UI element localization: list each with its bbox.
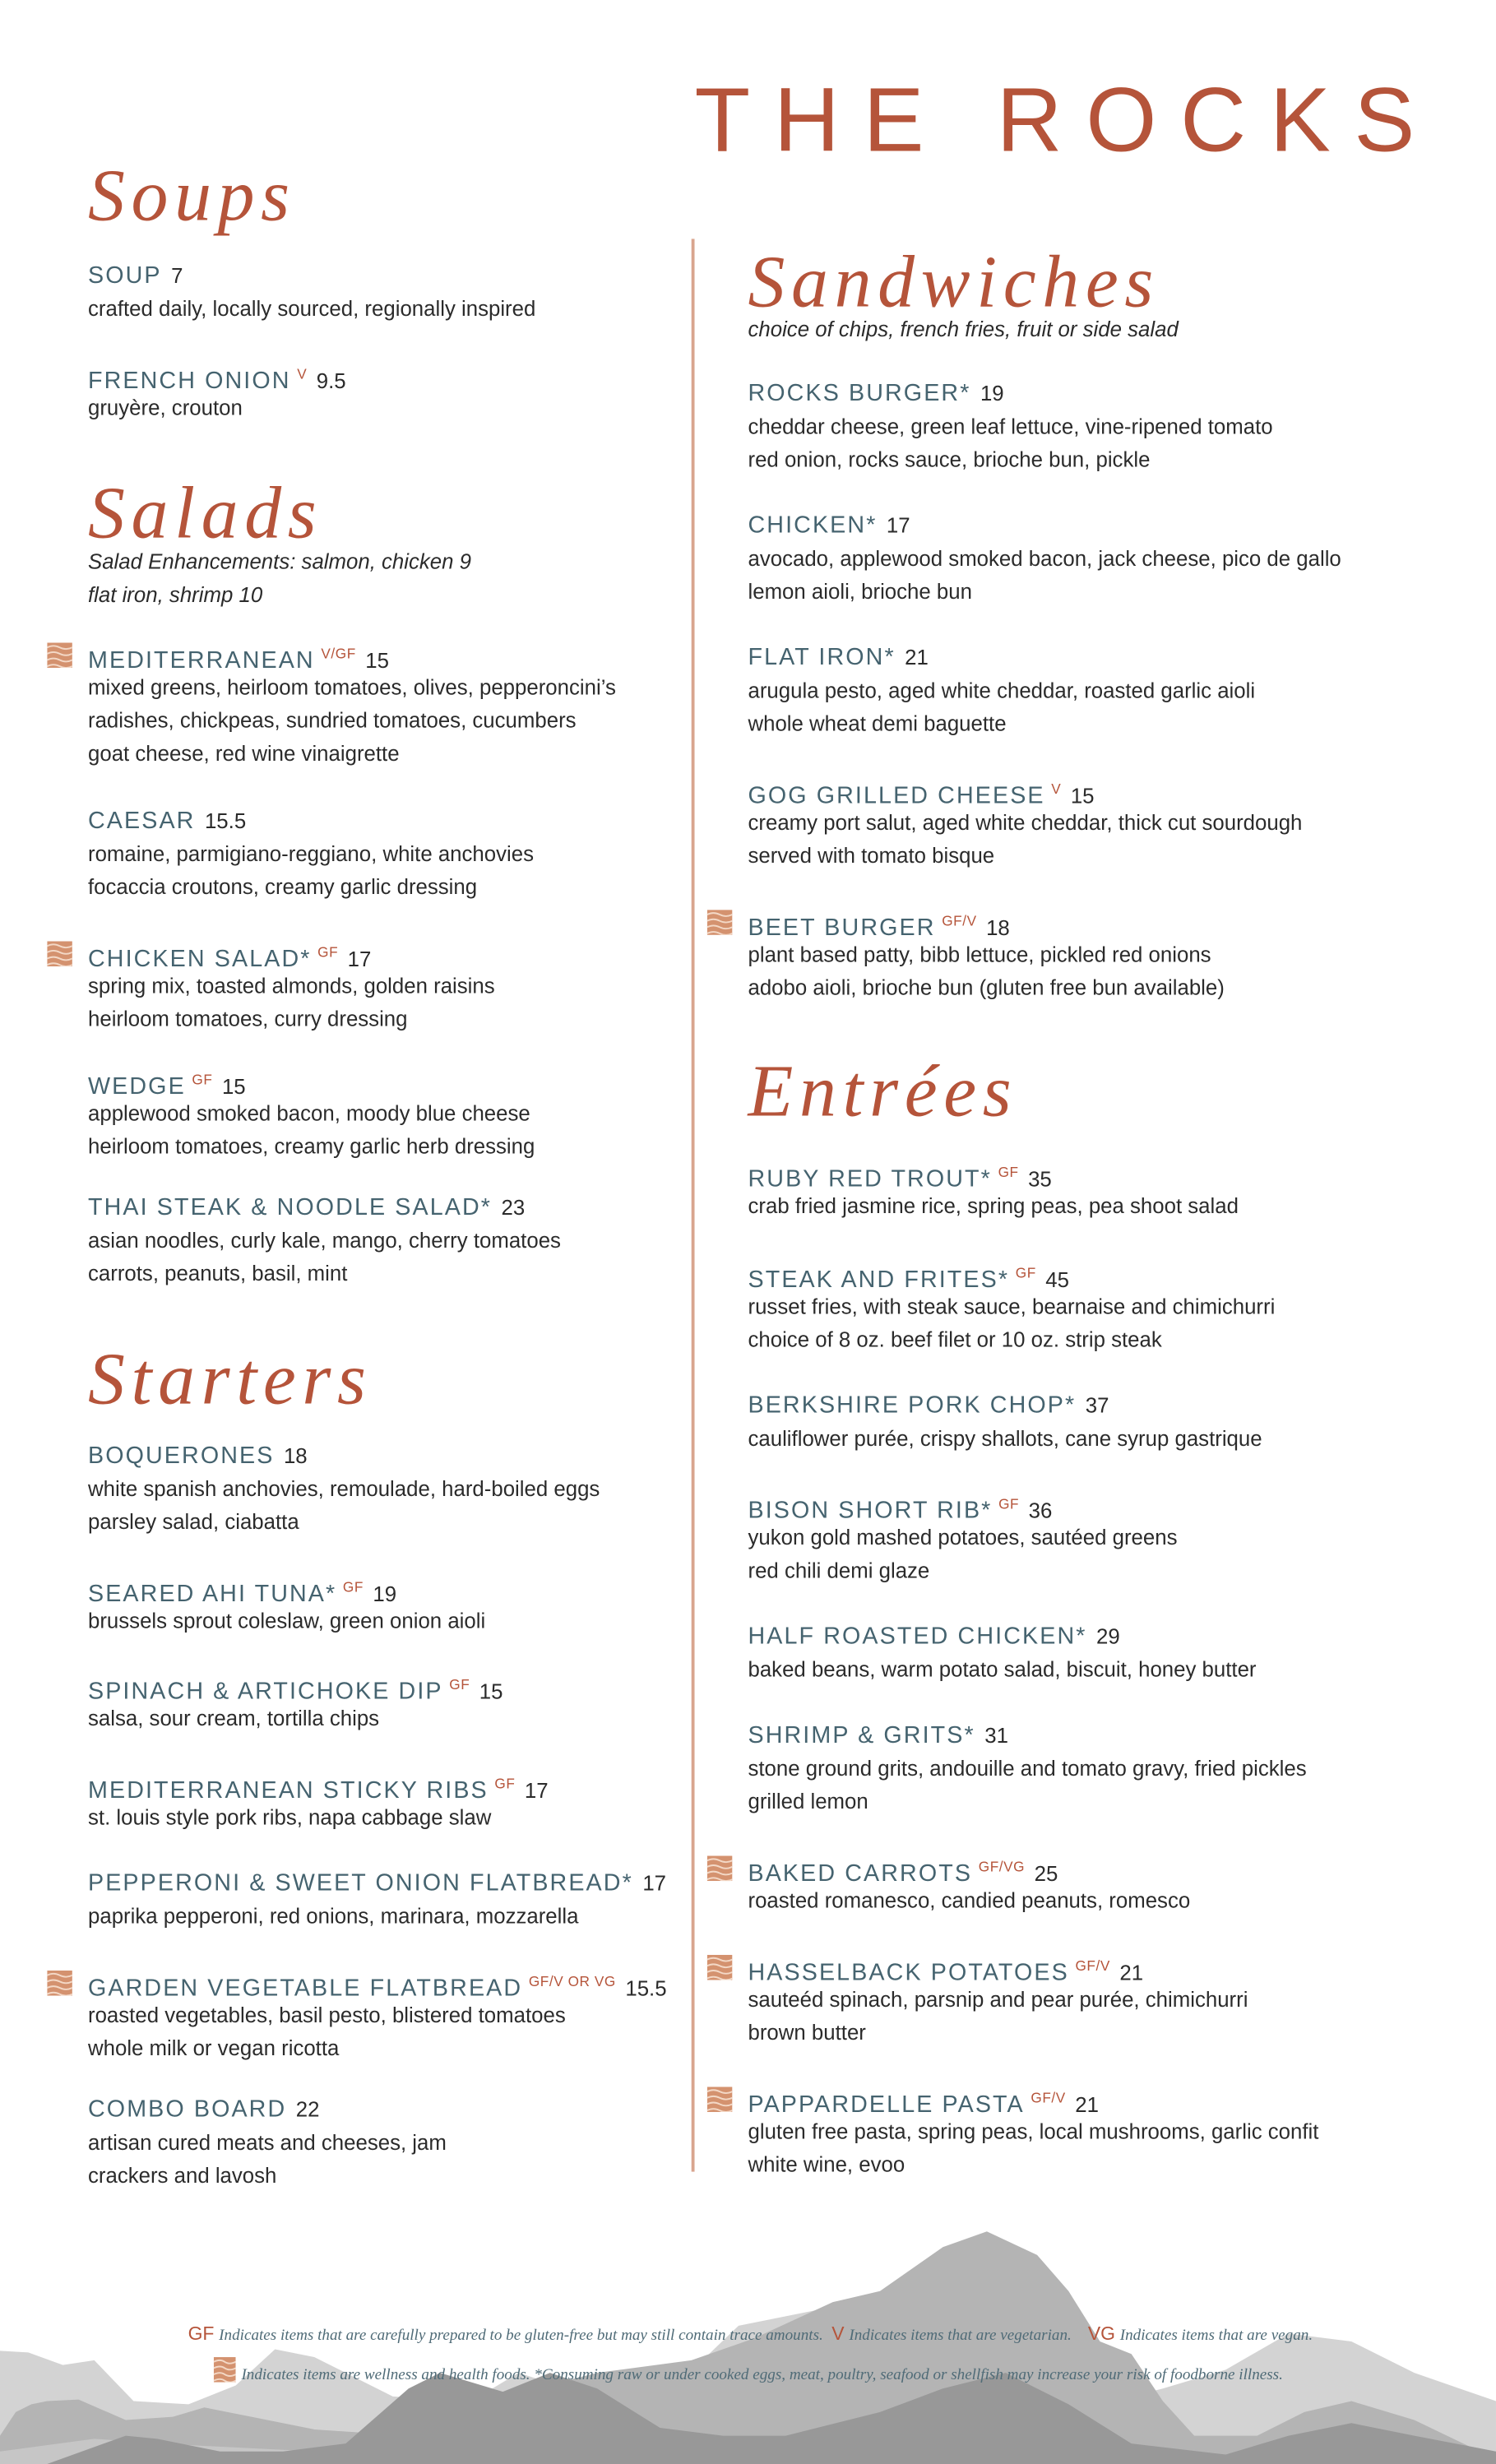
menu-item-description: st. louis style pork ribs, napa cabbage slaw: [87, 1805, 492, 1830]
menu-item-description: lemon aioli, brioche bun: [748, 580, 972, 604]
menu-item-description: whole wheat demi baguette: [748, 711, 1007, 736]
menu-item-price: 29: [1095, 1624, 1120, 1649]
menu-item-price: 18: [283, 1443, 308, 1468]
section-heading-starters: Starters: [87, 1338, 373, 1421]
menu-item-description: choice of 8 oz. beef filet or 10 oz. strip steak: [748, 1327, 1162, 1352]
menu-item: [748, 641, 1255, 740]
menu-item-name: PEPPERONI & SWEET ONION FLATBREAD*: [87, 1869, 633, 1897]
menu-item-price: 17: [886, 513, 910, 538]
menu-item-description: served with tomato bisque: [748, 844, 995, 868]
menu-item: [748, 1389, 1262, 1455]
menu-item-name: BISON SHORT RIB*: [748, 1497, 993, 1525]
menu-item: [88, 1669, 503, 1735]
menu-item-price: 15.5: [204, 809, 247, 833]
menu-item-description: spring mix, toasted almonds, golden raisins: [87, 974, 495, 998]
menu-item-header: [87, 1572, 485, 1608]
menu-item-header: [748, 509, 1341, 542]
menu-item: [88, 259, 535, 325]
menu-item-header: [87, 1768, 549, 1804]
menu-item-header: [88, 2093, 447, 2126]
menu-item-description: cheddar cheese, green leaf lettuce, vine-ripened tomato: [748, 415, 1273, 439]
dietary-tag: GF/V OR VG: [528, 1973, 616, 1989]
menu-item-description: heirloom tomatoes, creamy garlic herb dressing: [87, 1134, 535, 1159]
menu-item-name: FLAT IRON*: [748, 644, 896, 671]
menu-item-price: 15: [1070, 784, 1095, 808]
menu-item-name: BERKSHIRE PORK CHOP*: [748, 1392, 1077, 1420]
menu-item-description: salsa, sour cream, tortilla chips: [87, 1707, 380, 1730]
menu-item-header: [88, 804, 534, 837]
menu-item-price: 45: [1045, 1267, 1069, 1292]
menu-item-header: [748, 641, 1255, 674]
wellness-icon: [707, 2087, 733, 2112]
menu-item-price: 19: [980, 382, 1004, 405]
menu-item-description: brussels sprout coleslaw, green onion aioli: [87, 1609, 486, 1633]
dietary-tag: V: [1051, 780, 1062, 797]
menu-item-header: [88, 1439, 600, 1472]
section-heading-salads: Salads: [87, 473, 323, 555]
dietary-tag: GF: [317, 944, 339, 961]
menu-item-header: [748, 1257, 1275, 1294]
wellness-icon: [47, 642, 72, 668]
menu-item-name: ROCKS BURGER*: [748, 380, 971, 407]
v-legend-text: Indicates items that are vegetarian.: [849, 2327, 1072, 2345]
menu-item-name: FRENCH ONION: [87, 368, 291, 395]
menu-item-header: [748, 1719, 1306, 1752]
menu-item: [748, 1257, 1275, 1356]
menu-item-description: sauteéd spinach, parsnip and pear purée, chimichurri: [748, 1988, 1248, 2012]
dietary-tag: GF: [998, 1495, 1020, 1512]
menu-item-description: romaine, parmigiano-reggiano, white anchovies: [87, 842, 535, 866]
menu-item-name: SOUP: [87, 262, 162, 289]
menu-item: [88, 1439, 600, 1538]
menu-item-description: crab fried jasmine rice, spring peas, pea shoot salad: [748, 1194, 1239, 1218]
menu-item-name: CHICKEN SALAD*: [87, 946, 312, 973]
menu-item: [748, 1620, 1256, 1686]
dietary-tag: GF: [192, 1072, 213, 1088]
menu-item-description: red chili demi glaze: [748, 1559, 930, 1583]
menu-item-header: [748, 773, 1302, 810]
dietary-tag: GF: [998, 1164, 1019, 1180]
menu-item: [88, 1572, 485, 1637]
menu-item-header: [748, 377, 1272, 410]
dietary-tag: GF: [494, 1776, 516, 1792]
menu-item-name: MEDITERRANEAN STICKY RIBS: [87, 1777, 489, 1804]
menu-item-price: 9.5: [316, 369, 346, 393]
sandwiches-subtitle: choice of chips, french fries, fruit or side salad: [748, 317, 1179, 341]
menu-item: [88, 1191, 561, 1290]
footer-legend-line-1: [0, 2323, 1496, 2345]
dietary-tag: GF/VG: [978, 1859, 1026, 1875]
menu-item-price: 7: [171, 263, 183, 288]
menu-item-header: [88, 1191, 561, 1224]
menu-item-description: focaccia croutons, creamy garlic dressing: [87, 875, 478, 899]
menu-item-description: roasted vegetables, basil pesto, blistered tomatoes: [87, 2003, 566, 2027]
menu-item-name: BAKED CARROTS: [748, 1860, 973, 1887]
menu-item: [748, 1488, 1177, 1586]
menu-item-description: radishes, chickpeas, sundried tomatoes, cucumbers: [87, 708, 577, 733]
menu-item-header: [87, 1966, 667, 2003]
section-heading-entrees: Entrées: [748, 1051, 1018, 1133]
menu-item-header: [87, 1669, 503, 1706]
menu-item-name: GOG GRILLED CHEESE: [748, 782, 1045, 810]
menu-item-description: adobo aioli, brioche bun (gluten free bun available): [748, 975, 1225, 1000]
dietary-tag: GF/V: [1031, 2090, 1066, 2106]
menu-item-description: mixed greens, heirloom tomatoes, olives, pepperoncini’s: [87, 675, 616, 700]
menu-item-price: 15: [479, 1679, 503, 1704]
menu-item-name: SHRIMP & GRITS*: [748, 1722, 975, 1749]
menu-item-price: 17: [347, 947, 372, 971]
menu-item-price: 15: [365, 649, 389, 673]
menu-item-description: arugula pesto, aged white cheddar, roasted garlic aioli: [748, 679, 1256, 703]
menu-item-header: [748, 1620, 1256, 1653]
menu-item-name: MEDITERRANEAN: [87, 647, 315, 674]
dietary-tag: GF: [342, 1579, 364, 1596]
menu-item-description: russet fries, with steak sauce, bearnaise and chimichurri: [748, 1295, 1276, 1319]
v-key: V: [831, 2323, 845, 2345]
menu-item: [88, 359, 346, 424]
menu-item-description: plant based patty, bibb lettuce, pickled red onions: [748, 943, 1211, 967]
menu-item-price: 36: [1028, 1498, 1053, 1523]
menu-item-header: [87, 359, 346, 395]
menu-item: [88, 1768, 549, 1834]
menu-item-header: [88, 1867, 666, 1900]
column-divider: [692, 239, 694, 2171]
menu-item-name: HASSELBACK POTATOES: [748, 1959, 1069, 1987]
menu-item-description: carrots, peanuts, basil, mint: [87, 1262, 348, 1285]
menu-item-description: baked beans, warm potato salad, biscuit, honey butter: [748, 1657, 1257, 1682]
menu-item-description: applewood smoked bacon, moody blue cheese: [87, 1101, 530, 1126]
menu-item-name: BEET BURGER: [748, 915, 936, 942]
menu-item-name: CHICKEN*: [748, 512, 878, 540]
menu-item-price: 22: [295, 2097, 320, 2122]
menu-item-header: [87, 937, 495, 973]
menu-item-price: 21: [1075, 2093, 1099, 2117]
menu-item-price: 18: [986, 915, 1010, 940]
menu-item: [748, 1851, 1190, 1917]
menu-item-header: [87, 1064, 535, 1100]
menu-item-name: COMBO BOARD: [87, 2096, 287, 2124]
dietary-tag: GF: [1015, 1265, 1036, 1281]
menu-item-description: creamy port salut, aged white cheddar, thick cut sourdough: [748, 810, 1303, 835]
menu-item-description: white spanish anchovies, remoulade, hard-boiled eggs: [87, 1477, 600, 1501]
foodborne-warning: *Consuming raw or under cooked eggs, meat, poultry, seafood or shellfish may increase your risk of foodborne illness.: [534, 2366, 1283, 2384]
menu-item: [88, 638, 616, 770]
restaurant-title: THE ROCKS: [694, 69, 1439, 172]
menu-item-name: HALF ROASTED CHICKEN*: [748, 1623, 1087, 1651]
footer-legend-line-2: [0, 2357, 1496, 2383]
menu-item-description: red onion, rocks sauce, brioche bun, pickle: [748, 447, 1151, 472]
menu-item-description: gruyère, crouton: [87, 396, 243, 420]
salad-enhancements-line-1: Salad Enhancements: salmon, chicken 9: [87, 549, 472, 574]
section-heading-sandwiches: Sandwiches: [748, 242, 1160, 324]
dietary-tag: GF/V: [1075, 1957, 1110, 1974]
menu-item-name: SEARED AHI TUNA*: [87, 1581, 337, 1608]
menu-item-header: [748, 1488, 1177, 1525]
wellness-icon: [707, 1856, 733, 1882]
menu-item-name: RUBY RED TROUT*: [748, 1165, 992, 1193]
menu-item-header: [748, 1389, 1262, 1422]
menu-item-price: 15.5: [625, 1976, 667, 2001]
menu-item-description: white wine, evoo: [748, 2152, 905, 2177]
menu-item: [88, 1867, 666, 1933]
menu-item-description: grilled lemon: [748, 1790, 868, 1813]
vg-legend-text: Indicates items that are vegan.: [1119, 2327, 1313, 2345]
menu-item-description: heirloom tomatoes, curry dressing: [87, 1007, 408, 1031]
salad-enhancements-line-2: flat iron, shrimp 10: [87, 582, 263, 607]
menu-item-name: SPINACH & ARTICHOKE DIP: [87, 1678, 443, 1706]
menu-item: [748, 2082, 1318, 2181]
menu-item-price: 17: [524, 1778, 549, 1803]
menu-item-price: 35: [1028, 1167, 1052, 1192]
menu-item-header: [87, 638, 616, 674]
menu-item-header: [748, 1851, 1190, 1887]
wellness-icon: [47, 1971, 72, 1996]
menu-item-price: 21: [1119, 1961, 1144, 1985]
menu-item-description: paprika pepperoni, red onions, marinara, mozzarella: [87, 1904, 579, 1929]
menu-item-name: BOQUERONES: [87, 1443, 275, 1470]
menu-item-description: avocado, applewood smoked bacon, jack cheese, pico de gallo: [748, 546, 1341, 571]
section-heading-soups: Soups: [87, 155, 296, 238]
menu-item-description: cauliflower purée, crispy shallots, cane syrup gastrique: [748, 1426, 1262, 1451]
menu-item-price: 25: [1034, 1862, 1058, 1886]
wellness-icon: [707, 1955, 733, 1980]
menu-item-header: [88, 259, 535, 292]
menu-item-description: artisan cured meats and cheeses, jam: [87, 2130, 447, 2155]
menu-item-description: roasted romanesco, candied peanuts, romesco: [748, 1888, 1191, 1913]
menu-item-name: THAI STEAK & NOODLE SALAD*: [87, 1194, 493, 1221]
menu-item: [748, 905, 1224, 1004]
menu-item: [748, 773, 1302, 872]
wellness-icon: [707, 910, 733, 935]
dietary-tag: GF: [449, 1676, 470, 1693]
menu-item: [88, 1064, 535, 1163]
menu-item-price: 17: [642, 1871, 667, 1896]
gf-legend-text: Indicates items that are carefully prepared to be gluten-free but may still contain trace amounts.: [219, 2327, 823, 2345]
menu-item-description: whole milk or vegan ricotta: [87, 2036, 340, 2060]
menu-item-description: parsley salad, ciabatta: [87, 1510, 299, 1534]
menu-item-name: PAPPARDELLE PASTA: [748, 2091, 1025, 2119]
menu-item-name: STEAK AND FRITES*: [748, 1267, 1010, 1294]
menu-item-name: CAESAR: [87, 808, 196, 835]
menu-item-description: crafted daily, locally sourced, regionally inspired: [87, 297, 536, 321]
vg-key: VG: [1087, 2323, 1115, 2345]
menu-item-name: WEDGE: [87, 1073, 186, 1100]
menu-item-header: [748, 1950, 1248, 1987]
menu-item: [88, 937, 495, 1035]
menu-item-description: stone ground grits, andouille and tomato gravy, fried pickles: [748, 1757, 1307, 1781]
menu-item: [748, 377, 1272, 476]
menu-item-price: 37: [1085, 1393, 1109, 1418]
dietary-tag: V: [297, 366, 308, 382]
menu-item: [748, 1950, 1248, 2049]
wellness-legend-text: Indicates items are wellness and health foods.: [241, 2366, 530, 2384]
dietary-tag: GF/V: [942, 913, 977, 929]
dietary-tag: V/GF: [321, 646, 356, 662]
menu-item-price: 15: [221, 1074, 246, 1099]
menu-item: [88, 1966, 667, 2064]
menu-item-price: 23: [501, 1196, 526, 1220]
menu-item-description: goat cheese, red wine vinaigrette: [87, 741, 400, 766]
menu-item-header: [748, 1156, 1238, 1193]
wellness-icon: [213, 2357, 235, 2383]
menu-item-header: [748, 905, 1224, 942]
menu-item: [748, 1156, 1238, 1222]
gf-key: GF: [188, 2323, 215, 2345]
wellness-icon: [47, 942, 72, 967]
menu-item-price: 19: [373, 1582, 397, 1606]
menu-item: [748, 509, 1341, 608]
menu-item-description: asian noodles, curly kale, mango, cherry tomatoes: [87, 1229, 561, 1253]
menu-item: [88, 2093, 447, 2192]
menu-item-description: yukon gold mashed potatoes, sautéed greens: [748, 1526, 1178, 1549]
menu-item-description: crackers and lavosh: [87, 2164, 277, 2188]
menu-item-description: brown butter: [748, 2021, 866, 2045]
menu-item-name: GARDEN VEGETABLE FLATBREAD: [87, 1975, 523, 2003]
menu-item: [748, 1719, 1306, 1818]
menu-item-header: [748, 2082, 1318, 2119]
menu-item-price: 31: [984, 1724, 1008, 1748]
menu-item-description: gluten free pasta, spring peas, local mushrooms, garlic confit: [748, 2119, 1319, 2144]
menu-item: [88, 804, 534, 903]
menu-item-price: 21: [905, 646, 929, 669]
